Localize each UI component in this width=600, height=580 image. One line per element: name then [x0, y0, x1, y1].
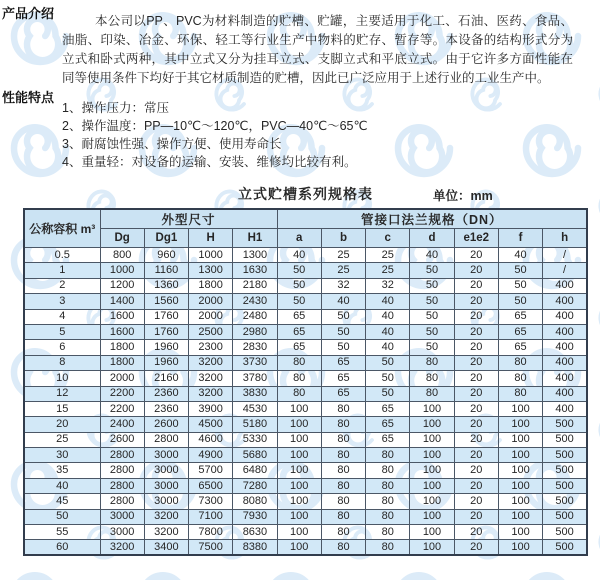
cell-f: 65 — [498, 309, 542, 324]
cell-c: 80 — [366, 540, 410, 555]
cell-d: 50 — [410, 294, 454, 309]
cell-H1: 4530 — [233, 401, 277, 416]
cell-f: 65 — [498, 324, 542, 339]
table-row — [24, 463, 587, 478]
cell-volume: 3 — [24, 294, 100, 309]
cell-H1: 2430 — [233, 294, 277, 309]
cell-e1e2: 20 — [454, 309, 498, 324]
cell-h: 500 — [543, 540, 587, 555]
cell-volume: 2 — [24, 278, 100, 293]
cell-h: 400 — [543, 324, 587, 339]
cell-e1e2: 20 — [454, 324, 498, 339]
cell-a: 80 — [277, 355, 321, 370]
table-row — [24, 417, 587, 432]
sub-header-H1: H1 — [233, 229, 277, 248]
cell-c: 80 — [366, 509, 410, 524]
table-row — [24, 401, 587, 416]
cell-Dg1: 2360 — [144, 401, 188, 416]
sub-header-h: h — [543, 229, 587, 248]
cell-e1e2: 20 — [454, 340, 498, 355]
cell-a: 65 — [277, 324, 321, 339]
cell-H: 7100 — [189, 509, 233, 524]
cell-b: 80 — [321, 432, 365, 447]
cell-Dg: 2600 — [100, 432, 144, 447]
cell-d: 80 — [410, 371, 454, 386]
cell-volume: 1 — [24, 263, 100, 278]
cell-c: 32 — [366, 278, 410, 293]
table-row — [24, 509, 587, 524]
cell-b: 80 — [321, 525, 365, 540]
cell-Dg: 1000 — [100, 263, 144, 278]
cell-h: 400 — [543, 294, 587, 309]
cell-volume: 8 — [24, 355, 100, 370]
cell-Dg: 2400 — [100, 417, 144, 432]
cell-b: 65 — [321, 355, 365, 370]
cell-e1e2: 20 — [454, 263, 498, 278]
cell-H1: 8630 — [233, 525, 277, 540]
cell-d: 50 — [410, 324, 454, 339]
cell-e1e2: 20 — [454, 386, 498, 401]
cell-h: 400 — [543, 371, 587, 386]
cell-b: 50 — [321, 309, 365, 324]
cell-Dg: 1600 — [100, 309, 144, 324]
cell-Dg1: 960 — [144, 248, 188, 263]
cell-c: 50 — [366, 371, 410, 386]
cell-Dg: 2800 — [100, 448, 144, 463]
cell-a: 100 — [277, 494, 321, 509]
group-header-row — [24, 209, 587, 229]
feature-item: 4、重量轻：对设备的运输、安装、维修均比较有利。 — [62, 155, 357, 169]
cell-a: 80 — [277, 371, 321, 386]
cell-volume: 55 — [24, 525, 100, 540]
cell-f: 100 — [498, 509, 542, 524]
cell-volume: 60 — [24, 540, 100, 555]
feature-item: 2、操作温度：PP—10℃～120℃，PVC—40℃～65℃ — [62, 119, 368, 133]
cell-Dg: 2200 — [100, 401, 144, 416]
cell-Dg1: 3200 — [144, 509, 188, 524]
cell-c: 80 — [366, 494, 410, 509]
cell-b: 80 — [321, 494, 365, 509]
cell-d: 100 — [410, 509, 454, 524]
cell-c: 50 — [366, 386, 410, 401]
cell-H1: 1300 — [233, 248, 277, 263]
cell-f: 80 — [498, 386, 542, 401]
cell-a: 40 — [277, 248, 321, 263]
cell-d: 50 — [410, 278, 454, 293]
cell-Dg1: 1960 — [144, 340, 188, 355]
cell-f: 100 — [498, 432, 542, 447]
table-row — [24, 525, 587, 540]
cell-H: 3200 — [189, 371, 233, 386]
cell-c: 25 — [366, 263, 410, 278]
cell-e1e2: 20 — [454, 494, 498, 509]
cell-Dg1: 3000 — [144, 448, 188, 463]
cell-Dg1: 1160 — [144, 263, 188, 278]
cell-a: 50 — [277, 278, 321, 293]
cell-Dg: 2000 — [100, 371, 144, 386]
cell-h: 500 — [543, 463, 587, 478]
cell-volume: 45 — [24, 494, 100, 509]
table-row — [24, 263, 587, 278]
table-row — [24, 248, 587, 263]
cell-Dg: 1600 — [100, 324, 144, 339]
group-header-flange: 管接口法兰规格（DN） — [277, 209, 587, 229]
cell-d: 40 — [410, 248, 454, 263]
cell-H: 1800 — [189, 278, 233, 293]
cell-volume: 12 — [24, 386, 100, 401]
cell-e1e2: 20 — [454, 448, 498, 463]
cell-c: 25 — [366, 248, 410, 263]
cell-d: 100 — [410, 525, 454, 540]
cell-H1: 5180 — [233, 417, 277, 432]
cell-H1: 8080 — [233, 494, 277, 509]
cell-d: 80 — [410, 386, 454, 401]
sub-header-c: c — [366, 229, 410, 248]
cell-H: 3200 — [189, 355, 233, 370]
table-row — [24, 478, 587, 493]
features-heading: 性能特点 — [2, 90, 55, 105]
cell-H: 5700 — [189, 463, 233, 478]
cell-h: 400 — [543, 278, 587, 293]
table-row — [24, 309, 587, 324]
cell-f: 65 — [498, 340, 542, 355]
cell-H1: 3730 — [233, 355, 277, 370]
cell-volume: 4 — [24, 309, 100, 324]
product-intro-heading: 产品介绍 — [2, 6, 55, 21]
table-row — [24, 494, 587, 509]
cell-a: 100 — [277, 525, 321, 540]
cell-H: 1300 — [189, 263, 233, 278]
cell-H1: 7280 — [233, 478, 277, 493]
sub-header-d: d — [410, 229, 454, 248]
cell-b: 50 — [321, 324, 365, 339]
cell-h: 500 — [543, 525, 587, 540]
cell-H1: 2480 — [233, 309, 277, 324]
cell-b: 40 — [321, 294, 365, 309]
cell-e1e2: 20 — [454, 294, 498, 309]
cell-d: 100 — [410, 448, 454, 463]
cell-e1e2: 20 — [454, 463, 498, 478]
cell-H1: 2180 — [233, 278, 277, 293]
cell-b: 80 — [321, 478, 365, 493]
cell-c: 65 — [366, 432, 410, 447]
cell-e1e2: 20 — [454, 355, 498, 370]
cell-Dg: 2200 — [100, 386, 144, 401]
cell-H: 1000 — [189, 248, 233, 263]
cell-b: 25 — [321, 263, 365, 278]
group-header-dimensions: 外型尺寸 — [100, 209, 277, 229]
cell-H: 4600 — [189, 432, 233, 447]
cell-f: 80 — [498, 355, 542, 370]
cell-H: 4900 — [189, 448, 233, 463]
cell-a: 100 — [277, 478, 321, 493]
cell-d: 50 — [410, 263, 454, 278]
cell-f: 50 — [498, 263, 542, 278]
cell-Dg: 800 — [100, 248, 144, 263]
spec-table-header — [24, 209, 587, 248]
cell-e1e2: 20 — [454, 509, 498, 524]
cell-a: 65 — [277, 340, 321, 355]
col-header-volume: 公称容积 m³ — [24, 209, 100, 248]
cell-h: / — [543, 248, 587, 263]
cell-h: 500 — [543, 478, 587, 493]
cell-H1: 6480 — [233, 463, 277, 478]
cell-b: 65 — [321, 386, 365, 401]
cell-volume: 25 — [24, 432, 100, 447]
cell-Dg: 1400 — [100, 294, 144, 309]
cell-volume: 20 — [24, 417, 100, 432]
cell-a: 80 — [277, 386, 321, 401]
cell-volume: 5 — [24, 324, 100, 339]
cell-H1: 2830 — [233, 340, 277, 355]
cell-H: 3900 — [189, 401, 233, 416]
cell-volume: 35 — [24, 463, 100, 478]
cell-e1e2: 20 — [454, 401, 498, 416]
cell-H1: 3830 — [233, 386, 277, 401]
cell-Dg1: 1360 — [144, 278, 188, 293]
cell-f: 100 — [498, 417, 542, 432]
cell-H: 2000 — [189, 309, 233, 324]
sub-header-Dg1: Dg1 — [144, 229, 188, 248]
cell-H1: 5680 — [233, 448, 277, 463]
cell-Dg1: 1560 — [144, 294, 188, 309]
cell-d: 50 — [410, 309, 454, 324]
spec-table-body — [24, 248, 587, 556]
cell-h: 500 — [543, 448, 587, 463]
cell-Dg1: 3000 — [144, 463, 188, 478]
cell-f: 50 — [498, 278, 542, 293]
cell-c: 40 — [366, 309, 410, 324]
cell-H: 3200 — [189, 386, 233, 401]
table-row — [24, 371, 587, 386]
cell-H1: 7930 — [233, 509, 277, 524]
cell-H: 7800 — [189, 525, 233, 540]
cell-d: 100 — [410, 432, 454, 447]
cell-H: 4500 — [189, 417, 233, 432]
cell-e1e2: 20 — [454, 525, 498, 540]
cell-Dg1: 1960 — [144, 355, 188, 370]
sub-header-a: a — [277, 229, 321, 248]
cell-f: 100 — [498, 401, 542, 416]
features-list — [62, 99, 368, 171]
table-row — [24, 324, 587, 339]
cell-Dg: 1200 — [100, 278, 144, 293]
cell-c: 50 — [366, 355, 410, 370]
cell-h: 400 — [543, 355, 587, 370]
cell-d: 100 — [410, 478, 454, 493]
cell-a: 100 — [277, 448, 321, 463]
cell-f: 100 — [498, 463, 542, 478]
sub-header-row — [24, 229, 587, 248]
cell-f: 100 — [498, 448, 542, 463]
cell-Dg: 3000 — [100, 525, 144, 540]
table-row — [24, 340, 587, 355]
cell-c: 65 — [366, 417, 410, 432]
cell-f: 100 — [498, 494, 542, 509]
cell-e1e2: 20 — [454, 417, 498, 432]
cell-volume: 15 — [24, 401, 100, 416]
cell-a: 100 — [277, 509, 321, 524]
sub-header-f: f — [498, 229, 542, 248]
cell-H: 2300 — [189, 340, 233, 355]
cell-Dg1: 2800 — [144, 432, 188, 447]
table-row — [24, 355, 587, 370]
cell-b: 80 — [321, 540, 365, 555]
cell-b: 80 — [321, 509, 365, 524]
cell-c: 40 — [366, 340, 410, 355]
cell-Dg: 1800 — [100, 340, 144, 355]
cell-H1: 2980 — [233, 324, 277, 339]
cell-volume: 50 — [24, 509, 100, 524]
cell-b: 80 — [321, 448, 365, 463]
cell-H: 6500 — [189, 478, 233, 493]
table-row — [24, 294, 587, 309]
table-row — [24, 540, 587, 555]
cell-d: 100 — [410, 463, 454, 478]
cell-a: 50 — [277, 263, 321, 278]
cell-Dg1: 3400 — [144, 540, 188, 555]
product-intro-text: 本公司以PP、PVC为材料制造的贮槽、贮罐，主要适用于化工、石油、医药、食品、油脂、印染、冶金、环保、轻工等行业生产中物料的贮存、暂存等。本设备的结构形式分为立式和卧式两种，其中立式又分为挂耳立式、支脚立式和平底立式。由于它许多方面性能在同等使用条件下均好于其它材质制造的贮槽，因此已广泛应用于上述行业的工业生产中。 — [62, 14, 573, 85]
cell-f: 80 — [498, 371, 542, 386]
cell-Dg: 3000 — [100, 509, 144, 524]
cell-f: 50 — [498, 294, 542, 309]
cell-Dg1: 2360 — [144, 386, 188, 401]
cell-Dg: 2800 — [100, 478, 144, 493]
cell-c: 40 — [366, 324, 410, 339]
feature-item: 1、操作压力：常压 — [62, 101, 169, 115]
cell-h: 500 — [543, 494, 587, 509]
cell-h: 400 — [543, 401, 587, 416]
cell-H: 7500 — [189, 540, 233, 555]
cell-Dg: 1800 — [100, 355, 144, 370]
cell-a: 100 — [277, 463, 321, 478]
cell-volume: 6 — [24, 340, 100, 355]
feature-item: 3、耐腐蚀性强、操作方便、使用寿命长 — [62, 137, 282, 151]
cell-h: 400 — [543, 386, 587, 401]
table-row — [24, 278, 587, 293]
cell-Dg: 2800 — [100, 463, 144, 478]
cell-H1: 1630 — [233, 263, 277, 278]
cell-d: 100 — [410, 401, 454, 416]
cell-h: 400 — [543, 309, 587, 324]
cell-a: 50 — [277, 294, 321, 309]
cell-volume: 30 — [24, 448, 100, 463]
cell-a: 100 — [277, 401, 321, 416]
cell-b: 80 — [321, 463, 365, 478]
table-row — [24, 386, 587, 401]
cell-b: 80 — [321, 417, 365, 432]
cell-volume: 40 — [24, 478, 100, 493]
cell-h: / — [543, 263, 587, 278]
cell-H: 2000 — [189, 294, 233, 309]
cell-b: 25 — [321, 248, 365, 263]
cell-H1: 5330 — [233, 432, 277, 447]
cell-a: 100 — [277, 540, 321, 555]
cell-volume: 0.5 — [24, 248, 100, 263]
cell-h: 400 — [543, 340, 587, 355]
cell-e1e2: 20 — [454, 478, 498, 493]
cell-e1e2: 20 — [454, 540, 498, 555]
cell-volume: 10 — [24, 371, 100, 386]
cell-H: 7300 — [189, 494, 233, 509]
cell-Dg1: 2160 — [144, 371, 188, 386]
cell-c: 65 — [366, 401, 410, 416]
table-row — [24, 432, 587, 447]
cell-Dg1: 3000 — [144, 494, 188, 509]
cell-Dg1: 3000 — [144, 478, 188, 493]
cell-d: 50 — [410, 340, 454, 355]
cell-Dg1: 1760 — [144, 309, 188, 324]
cell-h: 500 — [543, 432, 587, 447]
cell-d: 100 — [410, 540, 454, 555]
cell-b: 65 — [321, 371, 365, 386]
cell-c: 40 — [366, 294, 410, 309]
cell-a: 100 — [277, 432, 321, 447]
cell-Dg1: 1760 — [144, 324, 188, 339]
cell-d: 100 — [410, 417, 454, 432]
table-title: 立式贮槽系列规格表 — [238, 186, 373, 202]
cell-b: 80 — [321, 401, 365, 416]
cell-H1: 8380 — [233, 540, 277, 555]
cell-f: 100 — [498, 540, 542, 555]
cell-f: 40 — [498, 248, 542, 263]
cell-e1e2: 20 — [454, 432, 498, 447]
cell-d: 100 — [410, 494, 454, 509]
table-row — [24, 448, 587, 463]
cell-b: 50 — [321, 340, 365, 355]
cell-H1: 3780 — [233, 371, 277, 386]
sub-header-b: b — [321, 229, 365, 248]
cell-c: 80 — [366, 525, 410, 540]
cell-c: 80 — [366, 463, 410, 478]
cell-a: 100 — [277, 417, 321, 432]
sub-header-H: H — [189, 229, 233, 248]
cell-b: 32 — [321, 278, 365, 293]
cell-c: 80 — [366, 478, 410, 493]
cell-Dg1: 3200 — [144, 525, 188, 540]
cell-Dg1: 2600 — [144, 417, 188, 432]
cell-e1e2: 20 — [454, 278, 498, 293]
cell-f: 100 — [498, 525, 542, 540]
cell-a: 65 — [277, 309, 321, 324]
cell-h: 500 — [543, 509, 587, 524]
cell-Dg: 3200 — [100, 540, 144, 555]
cell-H: 2500 — [189, 324, 233, 339]
spec-table — [23, 208, 588, 556]
sub-header-e1e2: e1e2 — [454, 229, 498, 248]
sub-header-Dg: Dg — [100, 229, 144, 248]
cell-f: 100 — [498, 478, 542, 493]
cell-e1e2: 20 — [454, 371, 498, 386]
table-unit: 单位：mm — [433, 189, 493, 203]
cell-e1e2: 20 — [454, 248, 498, 263]
cell-d: 80 — [410, 355, 454, 370]
cell-Dg: 2800 — [100, 494, 144, 509]
cell-h: 500 — [543, 417, 587, 432]
cell-c: 80 — [366, 448, 410, 463]
table-caption — [23, 184, 588, 202]
